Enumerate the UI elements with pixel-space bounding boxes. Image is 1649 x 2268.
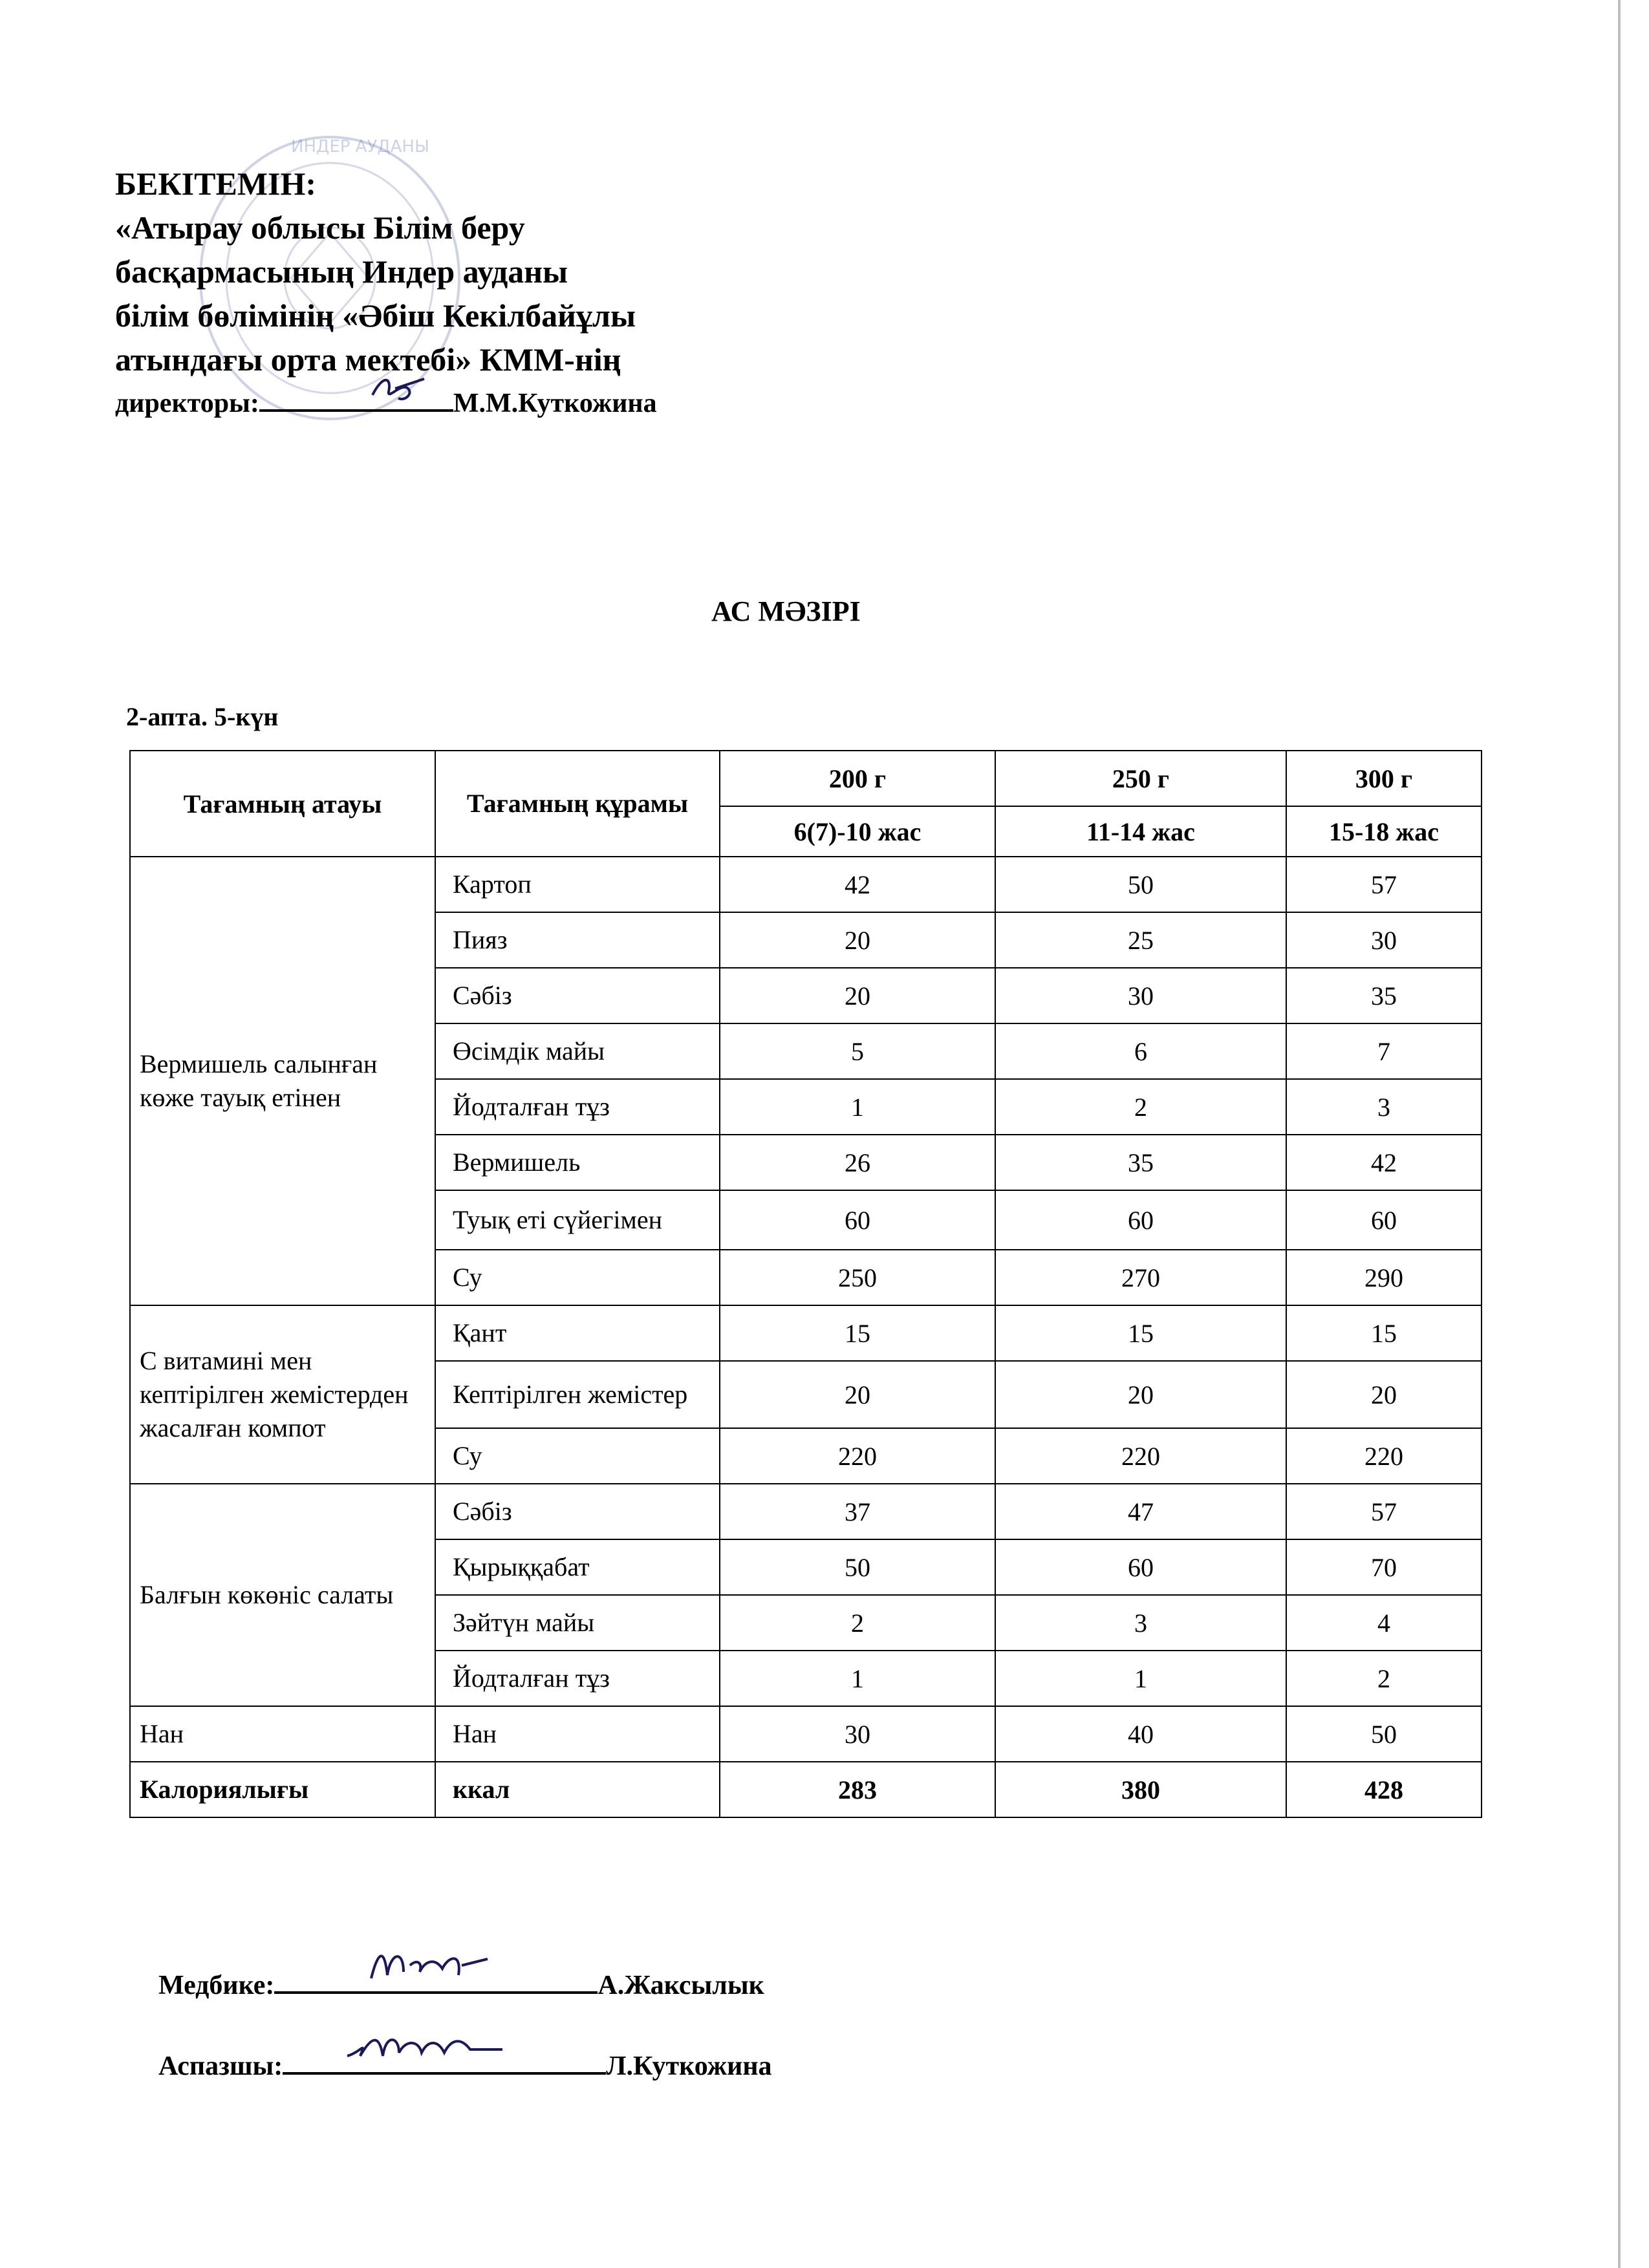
value-cell: 15 — [995, 1305, 1286, 1361]
total-unit: ккал — [435, 1762, 720, 1817]
value-cell: 20 — [720, 968, 995, 1023]
director-signature — [369, 369, 427, 408]
value-cell: 40 — [995, 1706, 1286, 1762]
approval-line-2: басқармасының Индер ауданы — [115, 253, 568, 290]
value-cell: 220 — [720, 1428, 995, 1484]
value-cell: 20 — [720, 1361, 995, 1428]
value-cell: 220 — [995, 1428, 1286, 1484]
total-label: Калориялығы — [130, 1762, 435, 1817]
dish-name: Вермишель салынған көже тауық етінен — [130, 857, 435, 1305]
value-cell: 50 — [995, 857, 1286, 912]
header-portion-3: 300 г — [1286, 751, 1482, 806]
value-cell: 50 — [720, 1539, 995, 1595]
value-cell: 20 — [1286, 1361, 1482, 1428]
header-age-3: 15-18 жас — [1286, 806, 1482, 857]
approval-line-4: атындағы орта мектебі» КММ-нің — [115, 341, 621, 378]
header-dish: Тағамның атауы — [130, 751, 435, 857]
ingredient-name: Йодталған тұз — [435, 1079, 720, 1135]
director-line — [115, 381, 657, 425]
value-cell: 50 — [1286, 1706, 1482, 1762]
value-cell: 70 — [1286, 1539, 1482, 1595]
ingredient-name: Нан — [435, 1706, 720, 1762]
total-value: 283 — [720, 1762, 995, 1817]
cook-name: Л.Куткожина — [606, 2051, 772, 2081]
nurse-signature-line — [274, 1965, 598, 1994]
value-cell: 270 — [995, 1250, 1286, 1305]
approval-line-3: білім бөлімінің «Әбіш Кекілбайұлы — [115, 297, 636, 334]
value-cell: 5 — [720, 1023, 995, 1079]
value-cell: 15 — [1286, 1305, 1482, 1361]
value-cell: 57 — [1286, 1484, 1482, 1539]
stamp-text: ИНДЕР АУДАНЫ — [291, 137, 429, 156]
value-cell: 220 — [1286, 1428, 1482, 1484]
director-name: М.М.Куткожина — [453, 389, 657, 418]
value-cell: 42 — [1286, 1135, 1482, 1190]
ingredient-name: Картоп — [435, 857, 720, 912]
value-cell: 2 — [995, 1079, 1286, 1135]
value-cell: 37 — [720, 1484, 995, 1539]
ingredient-name: Туық еті сүйегімен — [435, 1190, 720, 1250]
value-cell: 2 — [720, 1595, 995, 1651]
value-cell: 2 — [1286, 1651, 1482, 1706]
value-cell: 250 — [720, 1250, 995, 1305]
ingredient-name: Қант — [435, 1305, 720, 1361]
ingredient-name: Сәбіз — [435, 1484, 720, 1539]
value-cell: 60 — [1286, 1190, 1482, 1250]
header-age-1: 6(7)-10 жас — [720, 806, 995, 857]
approval-line-1: «Атырау облысы Білім беру — [115, 209, 525, 246]
header-composition: Тағамның құрамы — [435, 751, 720, 857]
ingredient-name: Қырыққабат — [435, 1539, 720, 1595]
cook-signature-line — [283, 2046, 606, 2075]
document-title: АС МӘЗІРІ — [711, 595, 861, 627]
ingredient-name: Зәйтүн майы — [435, 1595, 720, 1651]
dish-name: С витамині мен кептірілген жемістерден жасалған компот — [130, 1305, 435, 1484]
total-row — [130, 1762, 1482, 1817]
table-row — [130, 1706, 1482, 1762]
menu-table — [129, 750, 1482, 1818]
cook-signature-row — [158, 2046, 772, 2082]
director-signature-line — [259, 383, 453, 412]
value-cell: 1 — [995, 1651, 1286, 1706]
header-portion-2: 250 г — [995, 751, 1286, 806]
table-row — [130, 1305, 1482, 1361]
value-cell: 60 — [995, 1190, 1286, 1250]
value-cell: 47 — [995, 1484, 1286, 1539]
value-cell: 35 — [995, 1135, 1286, 1190]
value-cell: 30 — [720, 1706, 995, 1762]
approval-block — [115, 162, 657, 425]
total-value: 380 — [995, 1762, 1286, 1817]
ingredient-name: Вермишель — [435, 1135, 720, 1190]
scan-edge — [1618, 0, 1621, 2268]
cook-signature — [341, 2020, 509, 2072]
value-cell: 30 — [1286, 912, 1482, 968]
cook-label: Аспазшы: — [158, 2051, 283, 2081]
week-day: 2-апта. 5-күн — [126, 702, 279, 731]
ingredient-name: Өсімдік майы — [435, 1023, 720, 1079]
value-cell: 60 — [995, 1539, 1286, 1595]
value-cell: 4 — [1286, 1595, 1482, 1651]
value-cell: 60 — [720, 1190, 995, 1250]
value-cell: 20 — [995, 1361, 1286, 1428]
value-cell: 3 — [995, 1595, 1286, 1651]
value-cell: 1 — [720, 1079, 995, 1135]
ingredient-name: Пияз — [435, 912, 720, 968]
value-cell: 26 — [720, 1135, 995, 1190]
value-cell: 1 — [720, 1651, 995, 1706]
value-cell: 57 — [1286, 857, 1482, 912]
ingredient-name: Су — [435, 1428, 720, 1484]
value-cell: 7 — [1286, 1023, 1482, 1079]
value-cell: 6 — [995, 1023, 1286, 1079]
value-cell: 15 — [720, 1305, 995, 1361]
ingredient-name: Кептірілген жемістер — [435, 1361, 720, 1428]
total-value: 428 — [1286, 1762, 1482, 1817]
value-cell: 25 — [995, 912, 1286, 968]
value-cell: 42 — [720, 857, 995, 912]
director-label: директоры: — [115, 389, 259, 418]
table-row — [130, 857, 1482, 912]
value-cell: 290 — [1286, 1250, 1482, 1305]
approval-heading: БЕКІТЕМІН: — [115, 166, 317, 202]
dish-name: Балғын көкөніс салаты — [130, 1484, 435, 1706]
ingredient-name: Йодталған тұз — [435, 1651, 720, 1706]
value-cell: 20 — [720, 912, 995, 968]
ingredient-name: Су — [435, 1250, 720, 1305]
nurse-label: Медбике: — [158, 1971, 275, 2000]
value-cell: 35 — [1286, 968, 1482, 1023]
header-age-2: 11-14 жас — [995, 806, 1286, 857]
header-portion-1: 200 г — [720, 751, 995, 806]
nurse-signature-row — [158, 1965, 764, 2001]
nurse-signature — [365, 1940, 494, 1991]
value-cell: 30 — [995, 968, 1286, 1023]
table-row — [130, 1484, 1482, 1539]
value-cell: 3 — [1286, 1079, 1482, 1135]
nurse-name: А.Жаксылык — [598, 1971, 764, 2000]
dish-name: Нан — [130, 1706, 435, 1762]
ingredient-name: Сәбіз — [435, 968, 720, 1023]
